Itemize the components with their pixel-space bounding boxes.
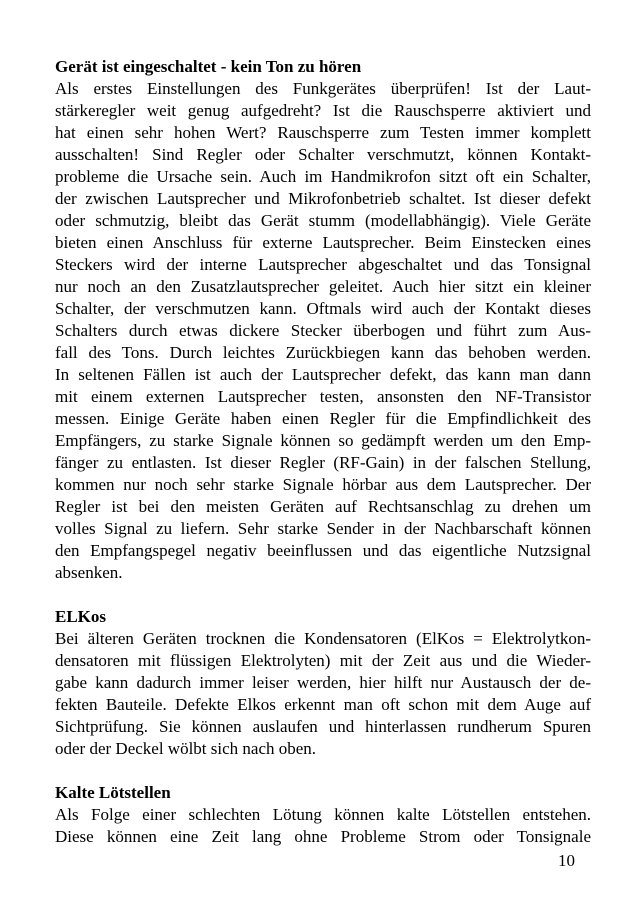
text-line: Sichtprüfung. Sie können auslaufen und hinterlassen rundherum Spuren	[55, 717, 591, 736]
text-line: Empfängers, zu starke Signale können so gedämpft werden um den Emp-	[55, 431, 591, 450]
text-line: stärkeregler weit genug aufgedreht? Ist die Rauschsperre aktiviert und	[55, 101, 591, 120]
text-line: den Empfangspegel negativ beeinflussen und das eigentliche Nutzsignal	[55, 541, 591, 560]
section-heading: Kalte Lötstellen	[55, 783, 171, 802]
text-line: In seltenen Fällen ist auch der Lautsprecher defekt, das kann man dann	[55, 365, 591, 384]
section-spacer	[55, 584, 591, 606]
text-line: Regler ist bei den meisten Geräten auf Rechtsanschlag zu drehen um	[55, 497, 591, 516]
page-number: 10	[558, 851, 575, 870]
text-line: fall des Tons. Durch leichtes Zurückbiegen kann das behoben werden.	[55, 343, 591, 362]
text-line: nur noch an den Zusatzlautsprecher geleitet. Auch hier sitzt ein kleiner	[55, 277, 591, 296]
text-line: Bei älteren Geräten trocknen die Kondensatoren (ElKos = Elektrolytkon-	[55, 629, 591, 648]
document-page	[55, 56, 591, 848]
text-line: Diese können eine Zeit lang ohne Probleme Strom oder Tonsignale	[55, 827, 591, 846]
text-line: volles Signal zu liefern. Sehr starke Sender in der Nachbarschaft können	[55, 519, 591, 538]
text-line: gabe kann dadurch immer leiser werden, hier hilft nur Austausch der de-	[55, 673, 591, 692]
text-line: oder der Deckel wölbt sich nach oben.	[55, 739, 317, 758]
text-line: fekten Bauteile. Defekte Elkos erkennt man oft schon mit dem Auge auf	[55, 695, 591, 714]
text-line: ausschalten! Sind Regler oder Schalter verschmutzt, können Kontakt-	[55, 145, 591, 164]
text-line: mit einem externen Lautsprecher testen, ansonsten den NF-Transistor	[55, 387, 591, 406]
section-heading: Gerät ist eingeschaltet - kein Ton zu hören	[55, 57, 362, 76]
text-line: messen. Einige Geräte haben einen Regler für die Empfindlichkeit des	[55, 409, 591, 428]
section-no-sound	[55, 56, 591, 584]
text-line: fänger zu entlasten. Ist dieser Regler (RF-Gain) in der falschen Stellung,	[55, 453, 591, 472]
text-line: kommen nur noch sehr starke Signale hörbar aus dem Lautsprecher. Der	[55, 475, 591, 494]
text-line: absenken.	[55, 563, 123, 582]
text-line: Schalters durch etwas dickere Stecker überbogen und führt zum Aus-	[55, 321, 591, 340]
section-cold-solder-joints	[55, 782, 591, 848]
text-line: Steckers wird der interne Lautsprecher abgeschaltet und das Tonsignal	[55, 255, 591, 274]
text-line: oder schmutzig, bleibt das Gerät stumm (modellabhängig). Viele Geräte	[55, 211, 591, 230]
text-line: densatoren mit flüssigen Elektrolyten) mit der Zeit aus und die Wieder-	[55, 651, 591, 670]
text-line: hat einen sehr hohen Wert? Rauschsperre zum Testen immer komplett	[55, 123, 591, 142]
section-body	[55, 628, 591, 760]
text-line: probleme die Ursache sein. Auch im Handmikrofon sitzt oft ein Schalter,	[55, 167, 591, 186]
section-body	[55, 804, 591, 848]
text-line: Schalter, der verschmutzen kann. Oftmals wird auch der Kontakt dieses	[55, 299, 591, 318]
section-elkos	[55, 606, 591, 760]
section-spacer	[55, 760, 591, 782]
text-line: der zwischen Lautsprecher und Mikrofonbetrieb schaltet. Ist dieser defekt	[55, 189, 591, 208]
text-line: Als erstes Einstellungen des Funkgerätes überprüfen! Ist der Laut-	[55, 79, 591, 98]
section-body	[55, 78, 591, 584]
section-heading: ELKos	[55, 607, 107, 626]
text-line: Als Folge einer schlechten Lötung können kalte Lötstellen entstehen.	[55, 805, 591, 824]
text-line: bieten einen Anschluss für externe Lautsprecher. Beim Einstecken eines	[55, 233, 591, 252]
